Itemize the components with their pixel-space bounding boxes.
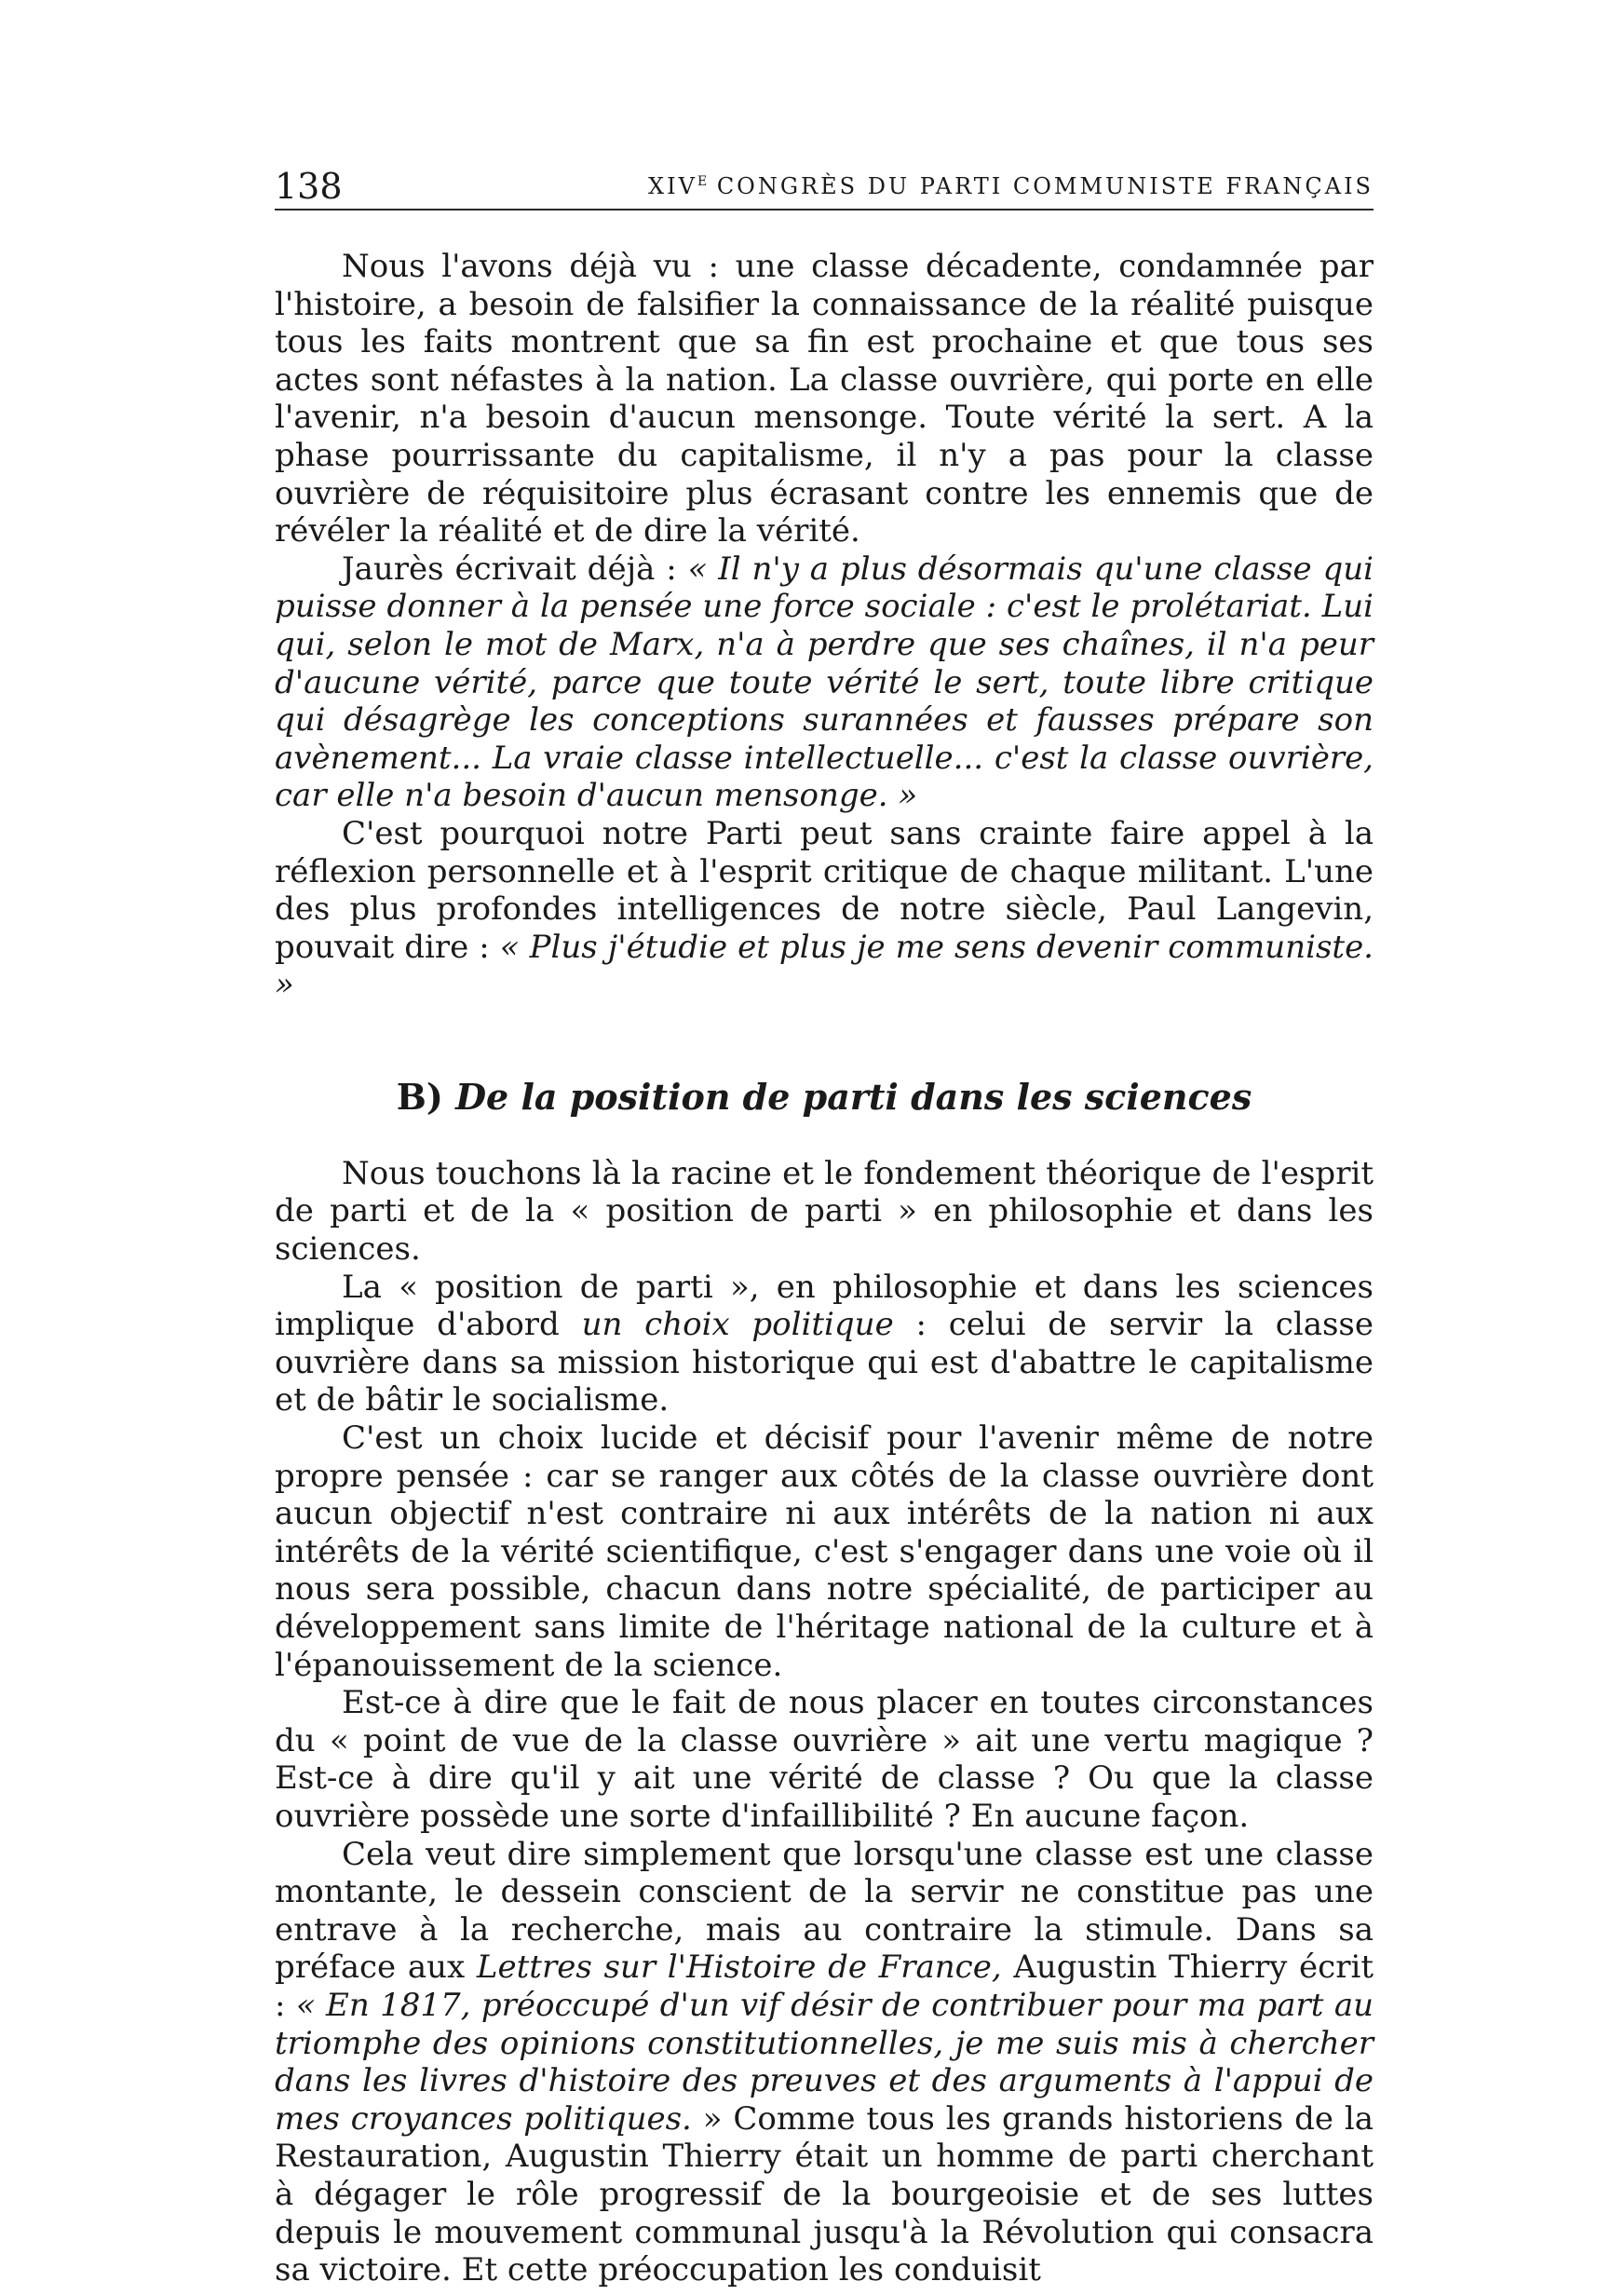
langevin-quote: « Plus j'étudie et plus je me sens devenir communiste. » [275,928,1374,1004]
paragraph-text: Augustin Thierry écrit : [275,1949,1374,2024]
running-head [275,149,1374,210]
page-number: 138 [275,166,343,207]
paragraph: Est-ce à dire que le fait de nous placer en toutes circonstances du « point de vue de la classe ouvrière » ait une vertu magique ? Est-ce à dire qu'il y ait une vérité de classe ? Ou que la classe ouvrière possède une sorte d'infaillibilité ? En aucune façon. [275,1684,1374,1835]
paragraph-choice [275,1269,1374,1419]
paragraph-thierry [275,1836,1374,2289]
paragraph: C'est un choix lucide et décisif pour l'avenir même de notre propre pensée : car se ranger aux côtés de la classe ouvrière dont aucun objectif n'est contraire ni aux intérêts de la nation ni aux intérêts de la vérité scientifique, c'est s'engager dans une voie où il nous sera possible, chacun dans notre spécialité, de participer au développement sans limite de l'héritage national de la culture et à l'épanouissement de la science. [275,1419,1374,1684]
thierry-quote: « En 1817, préoccupé d'un vif désir de contribuer pour ma part au triomphe des opinions constitutionnelles, je me suis mis à chercher dans les livres d'histoire des preuves et des arguments à l'appui de mes croyances politiques. [275,1986,1374,2138]
paragraph-text: La « position de parti », en philosophie et dans les sciences implique d'abord [275,1268,1374,1344]
jaures-quote: « Il n'y a plus désormais qu'une classe qui puisse donner à la pensée une force sociale : c'est le prolétariat. Lui qui, selon le mot de Marx, n'a à perdre que ses chaînes, il n'a peur d'aucune vérité, parce que toute vérité le sert, toute libre critique qui désagrège les conceptions surannées et fausses prépare son avènement... La vraie classe intellectuelle... c'est la classe ouvrière, car elle n'a besoin d'aucun mensonge. » [275,550,1374,815]
running-title-sup: E [697,174,708,189]
running-title-rest: CONGRÈS DU PARTI COMMUNISTE FRANÇAIS [707,173,1374,199]
section-heading [275,1077,1374,1118]
body-text-section [275,1155,1374,2289]
paragraph-text: : celui de servir la classe ouvrière dans sa mission historique qui est d'abattre le capitalisme et de bâtir le socialisme. [275,1306,1374,1419]
paragraph-langevin [275,815,1374,1004]
paragraph-jaures [275,550,1374,815]
section-letter: B) [396,1075,443,1118]
running-title-prefix: XIV [648,173,697,199]
paragraph: Nous l'avons déjà vu : une classe décadente, condamnée par l'histoire, a besoin de falsifier la connaissance de la réalité puisque tous les faits montrent que sa fin est prochaine et que tous ses actes sont néfastes à la nation. La classe ouvrière, qui porte en elle l'avenir, n'a besoin d'aucun mensonge. Toute vérité la sert. A la phase pourrissante du capitalisme, il n'y a pas pour la classe ouvrière de réquisitoire plus écrasant contre les ennemis que de révéler la réalité et de dire la vérité. [275,248,1374,550]
emphasis: un choix politique [581,1306,894,1344]
paragraph-text: Cela veut dire simplement que lorsqu'une classe est une classe montante, le dessein conscient de la servir ne constitue pas une entrave à la recherche, mais au contraire la stimule. Dans sa préface aux [275,1835,1374,1987]
paragraph-text: C'est pourquoi notre Parti peut sans crainte faire appel à la réflexion personnelle et à l'esprit critique de chaque militant. L'une des plus profondes intelligences de notre siècle, Paul Langevin, pouvait dire : [275,814,1374,966]
running-title [648,173,1374,199]
paragraph-text: Jaurès écrivait déjà : [342,550,688,588]
book-title: Lettres sur l'Histoire de France, [476,1949,1002,1987]
section-title: De la position de parti dans les sciences [455,1075,1252,1118]
book-page [275,149,1374,2289]
body-text [275,248,1374,1004]
paragraph: Nous touchons là la racine et le fondement théorique de l'esprit de parti et de la « position de parti » en philosophie et dans les sciences. [275,1154,1374,1269]
paragraph-text: » Comme tous les grands historiens de la Restauration, Augustin Thierry était un homme de parti cherchant à dégager le rôle progressif de la bourgeoisie et de ses luttes depuis le mouvement communal jusqu'à la Révolution qui consacra sa victoire. Et cette préoccupation les conduisit [275,2099,1374,2289]
